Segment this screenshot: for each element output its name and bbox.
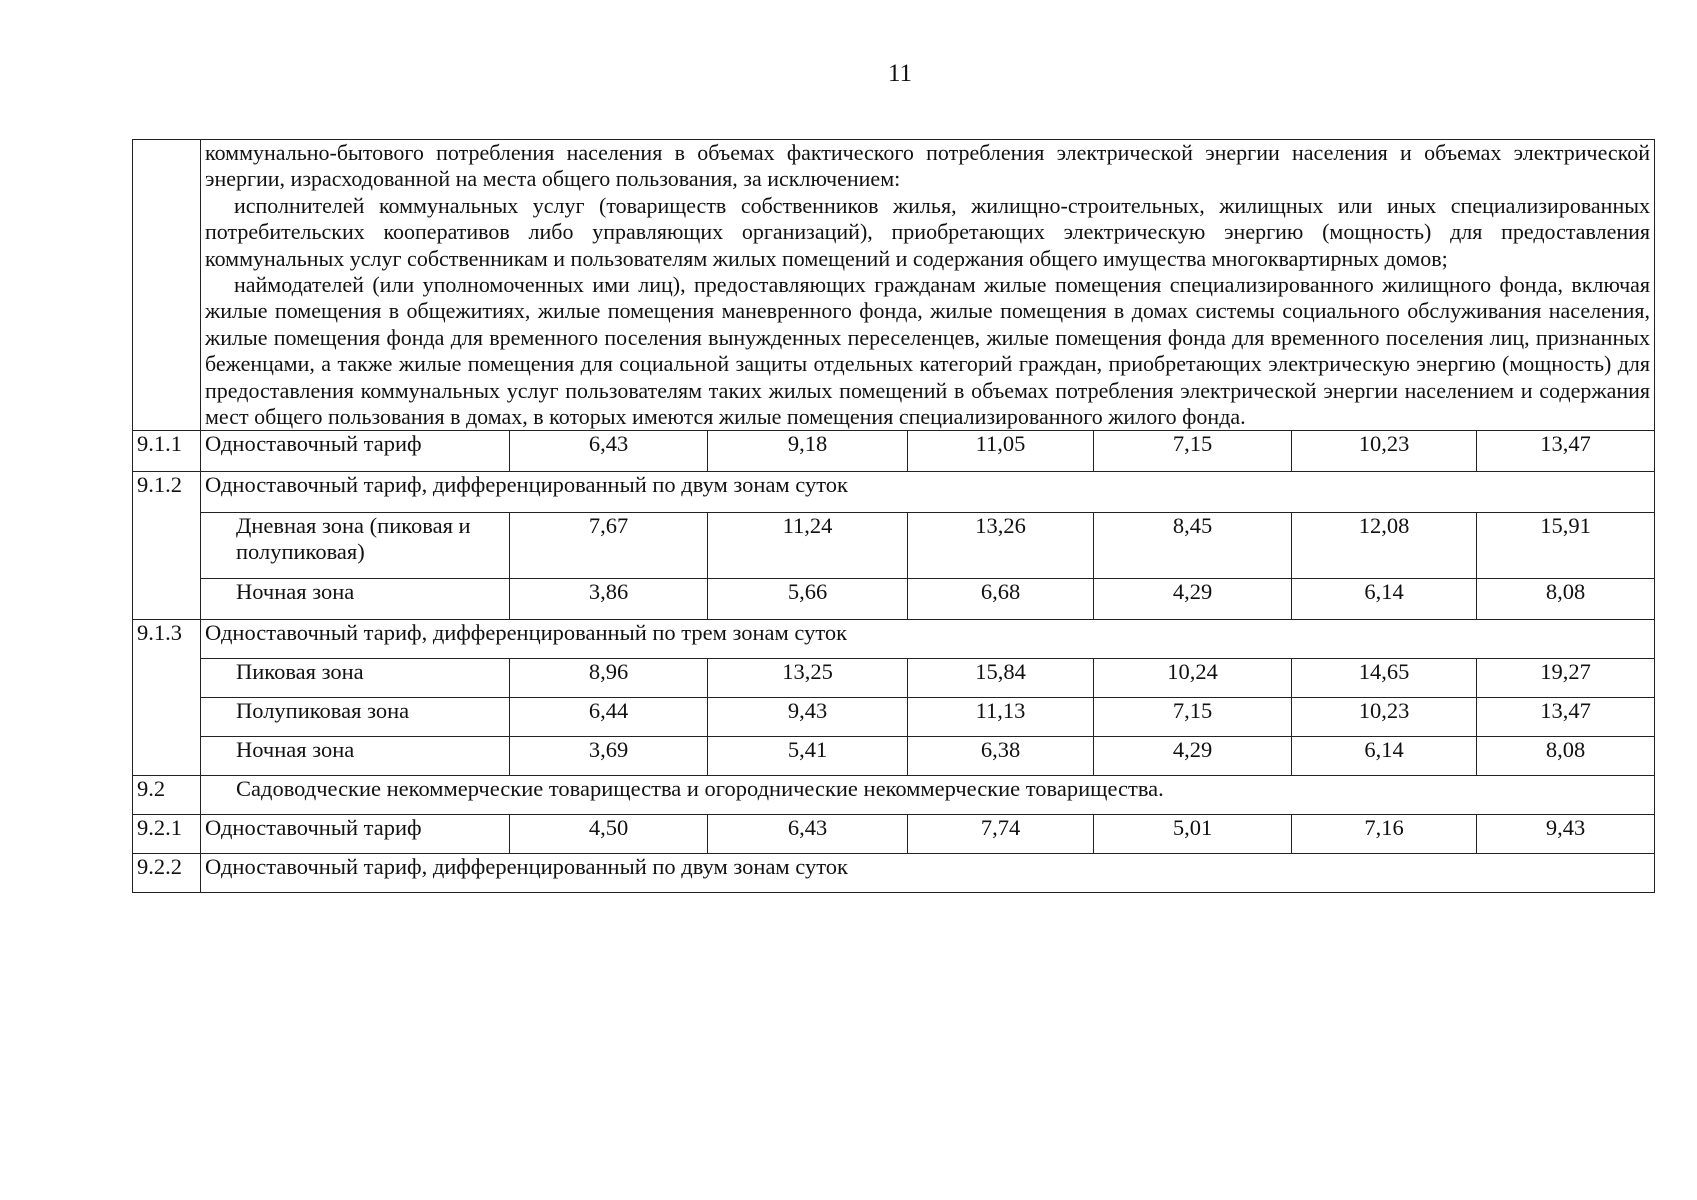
row-label: Полупиковая зона [201,698,510,737]
tariff-value: 13,47 [1477,698,1655,737]
table-row [133,854,1655,893]
intro-paragraph: наймодателей (или уполномоченных ими лиц), предоставляющих гражданам жилые помещения специализированного жилищного фонда, включая жилые помещения в общежитиях, жилые помещения маневренного фонда, жилые помещения в домах системы социального обслуживания населения, жилые помещения фонда для временного поселения вынужденных переселенцев, жилые помещения фонда для временного поселения лиц, признанных беженцами, а также жилые помещения для социальной защиты отдельных категорий граждан, приобретающих электрическую энергию (мощность) для предоставления коммунальных услуг пользователям таких жилых помещений в объемах потребления электрической энергии населением и содержания мест общего пользования в домах, в которых имеются жилые помещения специализированного жилого фонда. [205,271,1651,429]
tariff-table [132,139,1655,893]
tariff-value: 9,18 [708,431,908,472]
table-row [133,698,1655,737]
row-label [201,513,510,579]
table-row [133,579,1655,620]
table-row-intro [133,140,1655,431]
tariff-value: 15,91 [1477,513,1655,579]
tariff-value: 6,44 [510,698,708,737]
intro-text-cell [201,140,1655,431]
row-number: 9.2.1 [133,815,201,854]
tariff-value: 5,41 [708,737,908,776]
tariff-value: 8,96 [510,659,708,698]
tariff-value: 6,14 [1292,737,1477,776]
row-number: 9.1.1 [133,431,201,472]
tariff-value: 7,15 [1094,698,1292,737]
tariff-value: 5,01 [1094,815,1292,854]
tariff-value: 9,43 [708,698,908,737]
tariff-value: 7,67 [510,513,708,579]
tariff-value: 8,08 [1477,579,1655,620]
table-row [133,472,1655,513]
tariff-value: 6,68 [908,579,1094,620]
table-row [133,513,1655,579]
table-row [133,431,1655,472]
tariff-value: 7,74 [908,815,1094,854]
tariff-value: 10,24 [1094,659,1292,698]
row-number: 9.1.3 [133,620,201,776]
row-number: 9.2.2 [133,854,201,893]
tariff-value: 4,50 [510,815,708,854]
tariff-value: 6,14 [1292,579,1477,620]
table-row [133,659,1655,698]
tariff-value: 7,16 [1292,815,1477,854]
row-label: Пиковая зона [201,659,510,698]
tariff-value: 15,84 [908,659,1094,698]
table-row [133,815,1655,854]
intro-paragraph: коммунально-бытового потребления населения в объемах фактического потребления электрической энергии населения и объемах электрической энергии, израсходованной на места общего пользования, за исключением: [205,140,1651,192]
tariff-value: 8,08 [1477,737,1655,776]
tariff-value: 10,23 [1292,431,1477,472]
row-label: Ночная зона [201,737,510,776]
intro-paragraph: исполнителей коммунальных услуг (товариществ собственников жилья, жилищно-строительных, жилищных или иных специализированных потребительских кооперативов либо управляющих организаций), приобретающих электрическую энергию (мощность) для предоставления коммунальных услуг собственникам и пользователям жилых помещений и содержания общего имущества многоквартирных домов; [205,192,1651,271]
tariff-value: 11,24 [708,513,908,579]
tariff-value: 4,29 [1094,579,1292,620]
tariff-value: 7,15 [1094,431,1292,472]
tariff-value: 13,26 [908,513,1094,579]
tariff-value: 12,08 [1292,513,1477,579]
tariff-value: 3,86 [510,579,708,620]
tariff-value: 14,65 [1292,659,1477,698]
row-label-text: Дневная зона (пиковая и полупиковая) [236,513,471,565]
row-number: 9.2 [133,776,201,815]
tariff-value: 13,47 [1477,431,1655,472]
row-number-cell [133,140,201,431]
row-label: Одноставочный тариф, дифференцированный по двум зонам суток [201,472,1655,513]
tariff-value: 19,27 [1477,659,1655,698]
tariff-value: 11,13 [908,698,1094,737]
tariff-value: 6,43 [510,431,708,472]
row-label: Одноставочный тариф [201,815,510,854]
row-number: 9.1.2 [133,472,201,620]
tariff-value: 8,45 [1094,513,1292,579]
tariff-value: 11,05 [908,431,1094,472]
row-label: Одноставочный тариф [201,431,510,472]
page-number: 11 [887,60,913,87]
table-row [133,737,1655,776]
tariff-value: 10,23 [1292,698,1477,737]
tariff-value: 9,43 [1477,815,1655,854]
tariff-value: 5,66 [708,579,908,620]
table-row [133,776,1655,815]
row-label: Ночная зона [201,579,510,620]
table-row [133,620,1655,659]
tariff-value: 3,69 [510,737,708,776]
tariff-value: 6,38 [908,737,1094,776]
row-label: Одноставочный тариф, дифференцированный по трем зонам суток [201,620,1655,659]
tariff-value: 4,29 [1094,737,1292,776]
tariff-value: 6,43 [708,815,908,854]
tariff-value: 13,25 [708,659,908,698]
row-label: Садоводческие некоммерческие товарищества и огороднические некоммерческие товарищества. [201,776,1655,815]
row-label: Одноставочный тариф, дифференцированный по двум зонам суток [201,854,1655,893]
